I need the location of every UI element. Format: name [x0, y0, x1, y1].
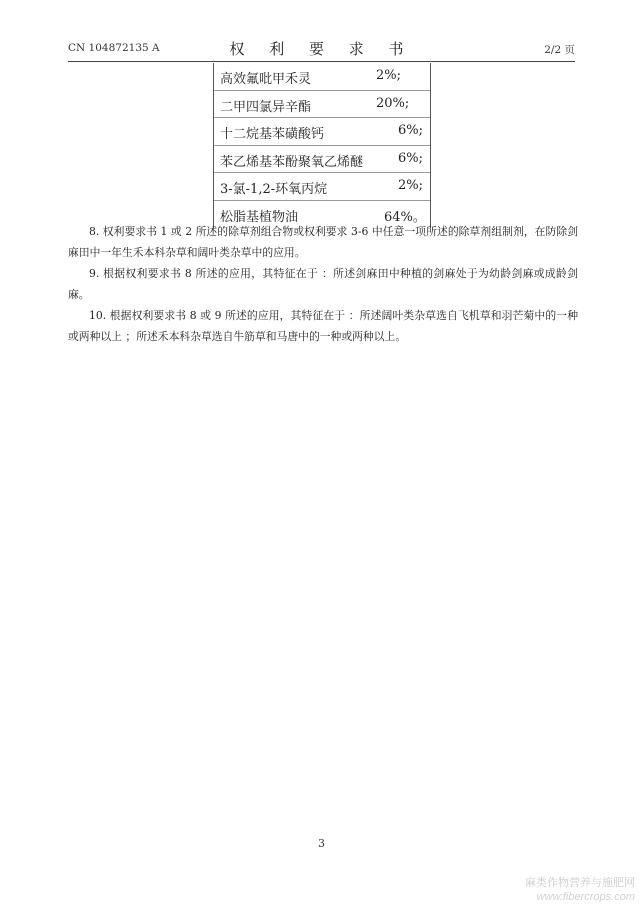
ingredient-percent: 20%; [376, 95, 410, 111]
document-title: 权 利 要 求 书 [229, 40, 414, 58]
claim-9: 9. 根据权利要求书 8 所述的应用，其特征在于 ：所述剑麻田中种植的剑麻处于为幼龄剑麻或成龄剑麻。 [68, 267, 578, 301]
ingredient-name: 高效氟吡甲禾灵 [220, 72, 312, 87]
ingredient-percent: 6%; [398, 150, 424, 166]
page-number: 3 [318, 837, 325, 850]
ingredient-percent: 2%; [376, 68, 402, 83]
ingredient-row [214, 63, 430, 90]
ingredient-name: 3-氯-1,2-环氧丙烷 [220, 182, 328, 198]
ingredient-table [213, 63, 431, 228]
ingredient-name: 松脂基植物油 [220, 209, 299, 225]
ingredient-name: 二甲四氯异辛酯 [220, 99, 312, 115]
claims-section [68, 221, 578, 347]
header-rule [68, 61, 575, 62]
watermark-site-name: 麻类作物营养与施肥网 [525, 877, 635, 889]
page-info: 2/2 页 [544, 44, 575, 56]
claim-8: 8. 权利要求书 1 或 2 所述的除草剂组合物或权利要求 3-6 中任意一项所述的除草剂组制剂，在防除剑麻田中一年生禾本科杂草和阔叶类杂草中的应用。 [68, 225, 578, 259]
ingredient-name: 十二烷基苯磺酸钙 [220, 127, 325, 143]
ingredient-name: 苯乙烯基苯酚聚氧乙烯醚 [220, 154, 364, 170]
ingredient-percent: 2%; [398, 178, 424, 194]
ingredient-row [214, 90, 430, 118]
claim-10: 10. 根据权利要求书 8 或 9 所述的应用，其特征在于 ：所述阔叶类杂草选自飞机草和羽芒菊中的一种或两种以上 ；所述禾本科杂草选自牛筋草和马唐中的一种或两种以上。 [68, 309, 578, 343]
ingredient-percent: 64%。 [384, 209, 426, 225]
watermark-url: www.fibercrops.com [536, 891, 635, 903]
ingredient-row [214, 117, 430, 145]
ingredient-percent: 6%; [398, 123, 424, 139]
ingredient-row [214, 145, 430, 173]
document-header [68, 38, 575, 60]
ingredient-row [214, 172, 430, 200]
watermark [525, 876, 635, 904]
publication-number: CN 104872135 A [68, 42, 160, 54]
